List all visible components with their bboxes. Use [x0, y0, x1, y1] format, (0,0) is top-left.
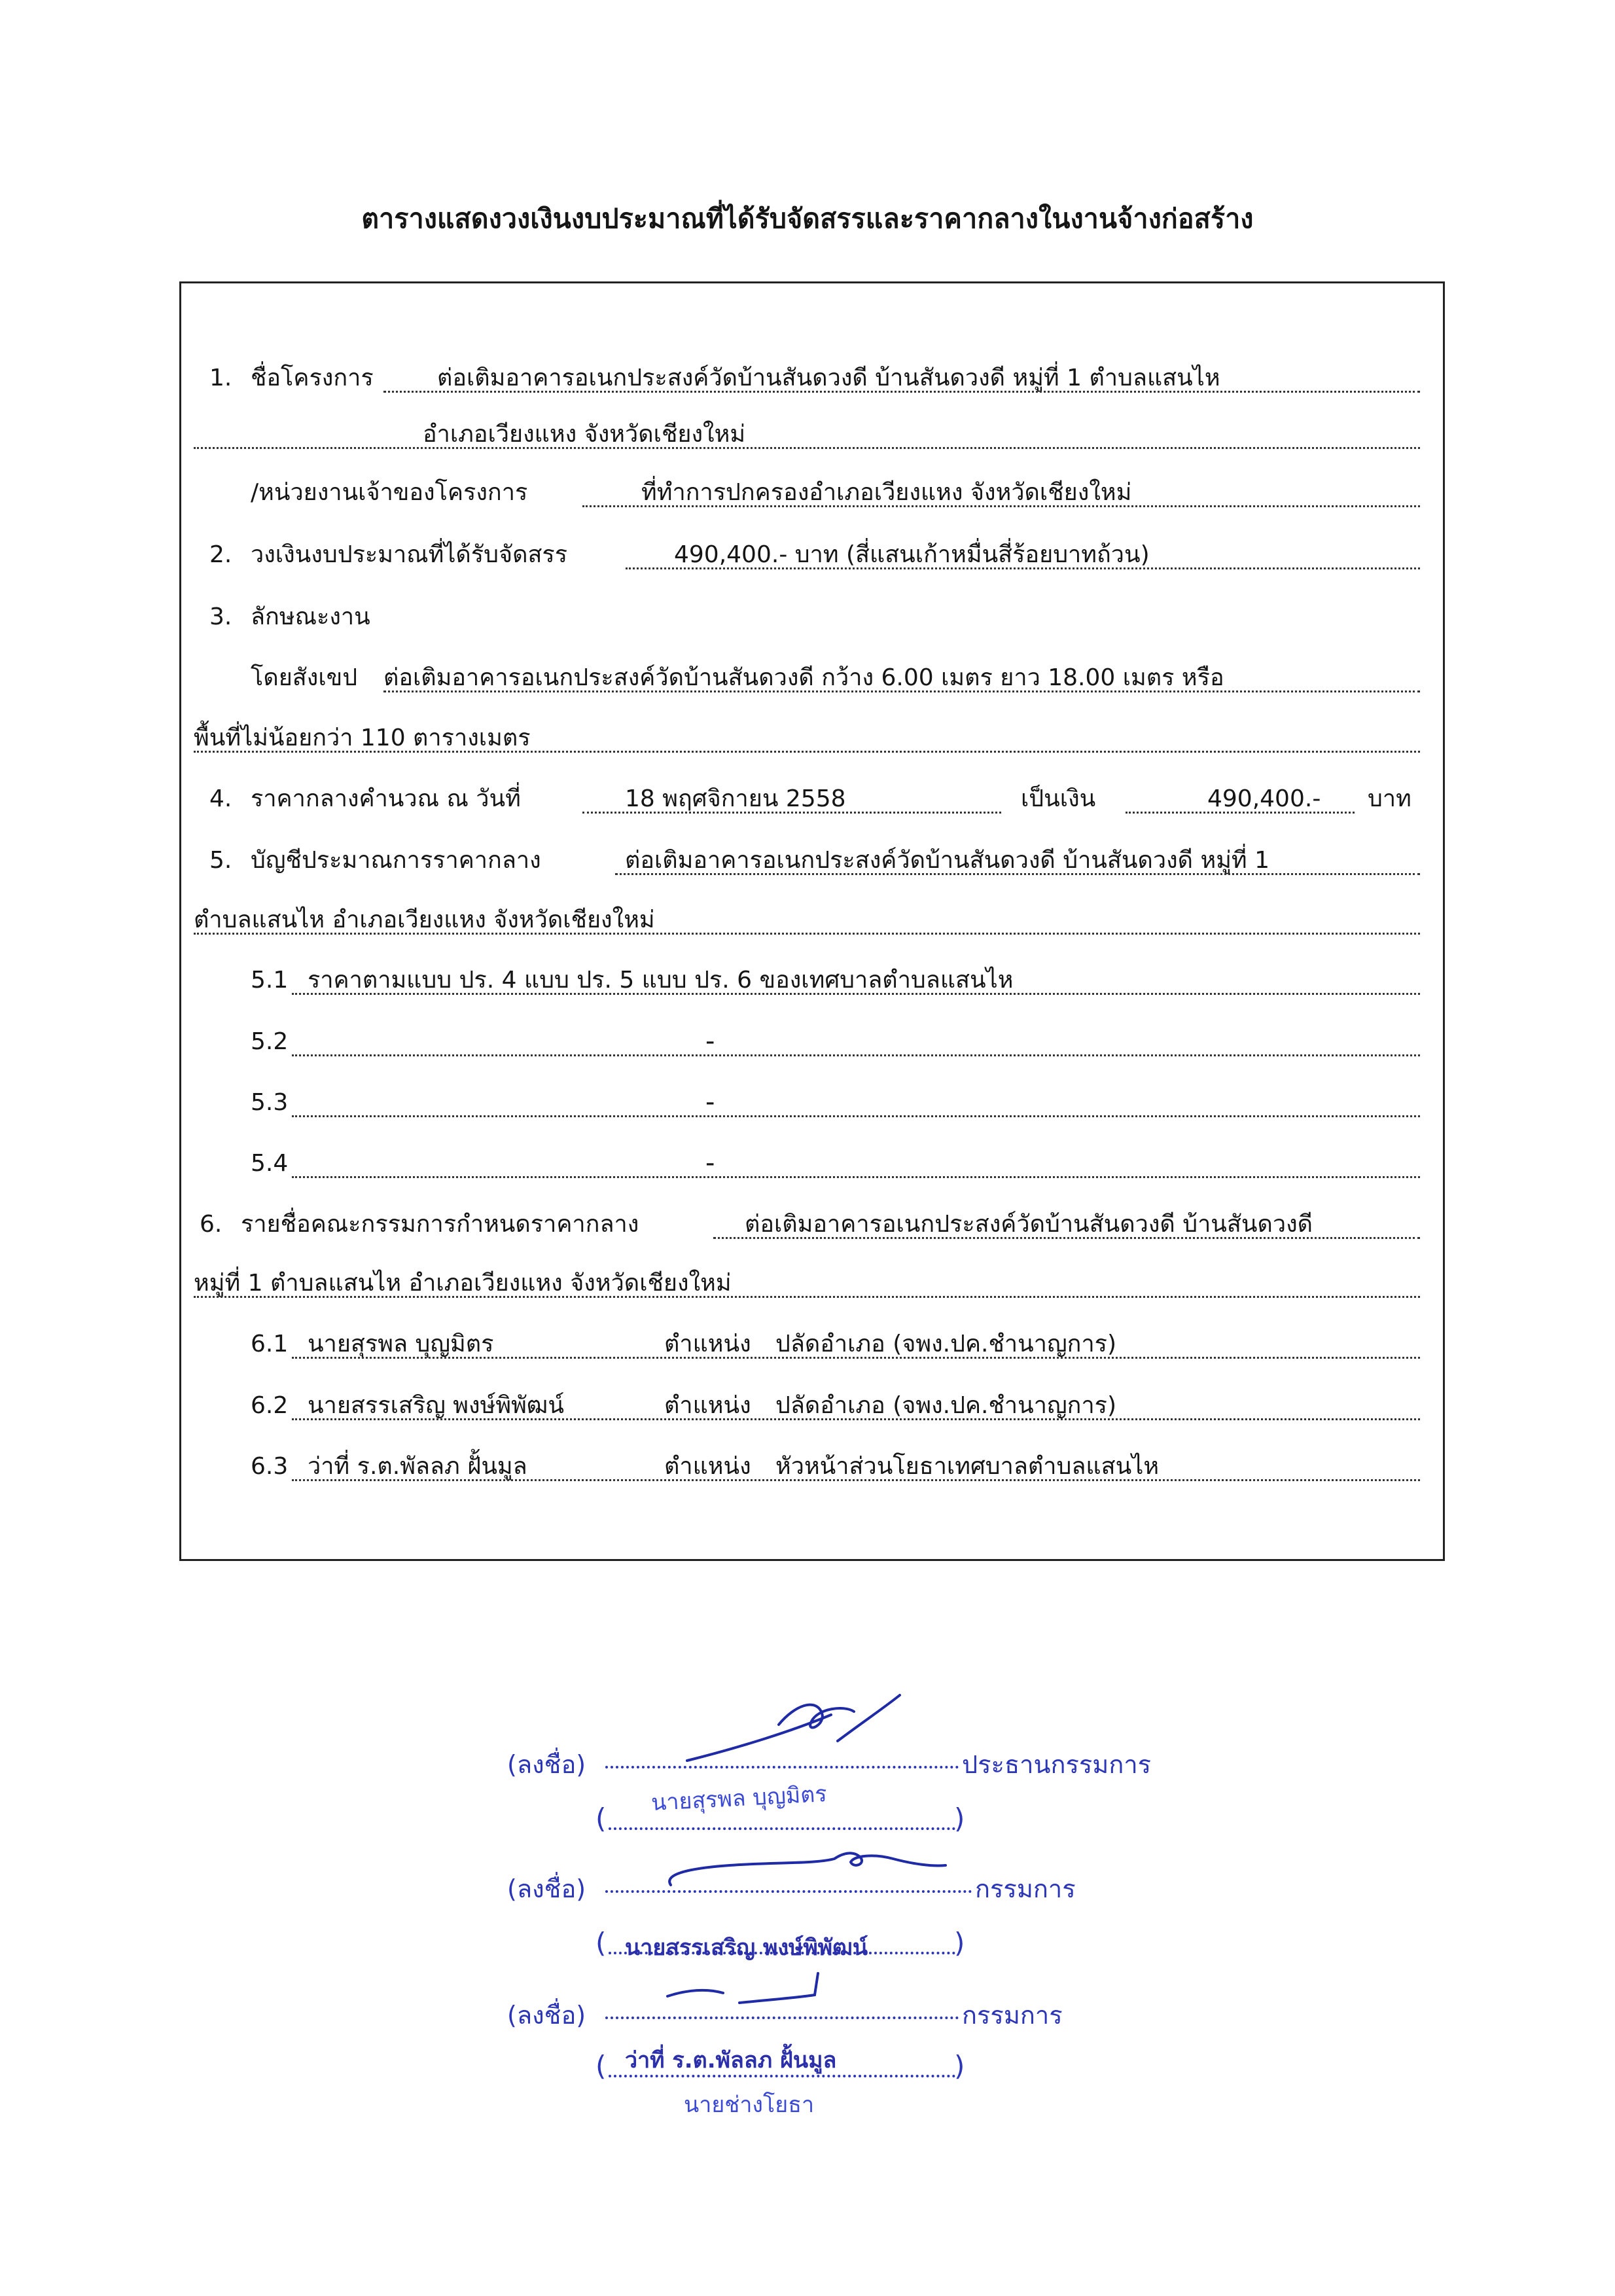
signature-2-handwriting: [658, 1839, 952, 1898]
item4-amount: 490,400.-: [1207, 785, 1321, 812]
item2-dotted-line: [626, 567, 1420, 569]
item1-value-line1: ต่อเติมอาคารอเนกประสงค์วัดบ้านสันดวงดี บ้านสันดวงดี หมู่ที่ 1 ตำบลแสนไห: [437, 365, 1220, 391]
signature-2-role: กรรมการ: [975, 1874, 1076, 1903]
signature-3-dotted-line: [605, 2017, 959, 2019]
item4-unit: บาท: [1368, 785, 1411, 812]
item3-dotted-line1: [383, 691, 1420, 692]
item1-label: ชื่อโครงการ: [251, 365, 374, 391]
item1-value-line2: อำเภอเวียงแหง จังหวัดเชียงใหม่: [423, 421, 746, 448]
signature-3-label: (ลงชื่อ): [507, 2001, 586, 2030]
item2-label: วงเงินงบประมาณที่ได้รับจัดสรร: [251, 541, 568, 568]
item6-2-dotted-line: [292, 1418, 1420, 1420]
item1-owner-label: /หน่วยงานเจ้าของโครงการ: [251, 479, 528, 506]
item5-3-value: -: [705, 1087, 715, 1117]
item6-label: รายชื่อคณะกรรมการกำหนดราคากลาง: [241, 1211, 639, 1238]
signature-3-open-paren: (: [595, 2050, 607, 2082]
item5-2-number: 5.2: [251, 1028, 289, 1055]
item5-4-dotted-line: [292, 1176, 1420, 1178]
item1-owner-value: ที่ทำการปกครองอำเภอเวียงแหง จังหวัดเชียงใหม่: [641, 479, 1132, 506]
signature-3-printed-name: ว่าที่ ร.ต.พัลลภ ฝั้นมูล: [625, 2047, 837, 2073]
item3-summary-line1: ต่อเติมอาคารอเนกประสงค์วัดบ้านสันดวงดี กว้าง 6.00 เมตร ยาว 18.00 เมตร หรือ: [383, 664, 1224, 691]
item5-value-line1: ต่อเติมอาคารอเนกประสงค์วัดบ้านสันดวงดี บ้านสันดวงดี หมู่ที่ 1: [625, 847, 1270, 874]
item4-date-dotted-line: [582, 812, 1001, 814]
item5-number: 5.: [209, 847, 232, 874]
signature-2-label: (ลงชื่อ): [507, 1874, 586, 1903]
item5-dotted-line1: [615, 873, 1420, 875]
item2-value: 490,400.- บาท (สี่แสนเก้าหมื่นสี่ร้อยบาทถ้วน): [674, 541, 1150, 568]
item6-3-dotted-line: [292, 1479, 1420, 1481]
item6-dotted-line2: [194, 1296, 1420, 1298]
item4-date: 18 พฤศจิกายน 2558: [625, 785, 846, 812]
item6-3-name: ว่าที่ ร.ต.พัลลภ ฝั้นมูล: [308, 1453, 527, 1480]
item5-label: บัญชีประมาณการราคากลาง: [251, 847, 541, 874]
item5-2-value: -: [705, 1026, 715, 1056]
item6-2-position: ปลัดอำเภอ (จพง.ปค.ชำนาญการ): [775, 1392, 1117, 1419]
item5-dotted-line2: [194, 933, 1420, 935]
item4-label: ราคากลางคำนวณ ณ วันที่: [251, 785, 521, 812]
item5-1-number: 5.1: [251, 967, 289, 994]
item5-3-dotted-line: [292, 1115, 1420, 1117]
item6-1-position: ปลัดอำเภอ (จพง.ปค.ชำนาญการ): [775, 1331, 1117, 1357]
signature-2-open-paren: (: [595, 1927, 607, 1959]
item3-number: 3.: [209, 603, 232, 630]
item4-amount-label: เป็นเงิน: [1021, 785, 1096, 812]
signature-2-close-paren: ): [954, 1927, 965, 1959]
signature-1-role: ประธานกรรมการ: [962, 1750, 1152, 1779]
item6-2-number: 6.2: [251, 1392, 289, 1419]
item6-value-line1: ต่อเติมอาคารอเนกประสงค์วัดบ้านสันดวงดี บ้านสันดวงดี: [745, 1211, 1313, 1238]
item6-3-position: หัวหน้าส่วนโยธาเทศบาลตำบลแสนไห: [775, 1453, 1160, 1480]
item6-1-position-label: ตำแหน่ง: [664, 1331, 751, 1357]
signature-3-handwriting: [661, 1970, 831, 2016]
item5-4-value: -: [705, 1148, 715, 1178]
signature-1-open-paren: (: [595, 1803, 607, 1835]
item3-label: ลักษณะงาน: [251, 603, 370, 630]
item3-summary-label: โดยสังเขป: [251, 664, 358, 691]
item2-number: 2.: [209, 541, 232, 568]
item1-owner-dotted-line: [582, 505, 1420, 507]
signature-2-printed-name: นายสรรเสริญ พงษ์พิพัฒน์: [625, 1935, 868, 1961]
signature-3-close-paren: ): [954, 2050, 965, 2082]
signature-1-label: (ลงชื่อ): [507, 1750, 586, 1779]
signature-1-printed-name: นายสุรพล บุญมิตร: [650, 1780, 828, 1817]
signature-3-sub-title: นายช่างโยธา: [684, 2092, 815, 2118]
item5-1-dotted-line: [292, 993, 1420, 995]
item1-number: 1.: [209, 365, 232, 391]
document-title: ตารางแสดงวงเงินงบประมาณที่ได้รับจัดสรรและราคากลางในงานจ้างก่อสร้าง: [361, 203, 1254, 234]
item6-2-position-label: ตำแหน่ง: [664, 1392, 751, 1419]
item5-4-number: 5.4: [251, 1150, 289, 1177]
item3-summary-line2: พื้นที่ไม่น้อยกว่า 110 ตารางเมตร: [194, 725, 531, 751]
item6-3-position-label: ตำแหน่ง: [664, 1453, 751, 1480]
item5-1-value: ราคาตามแบบ ปร. 4 แบบ ปร. 5 แบบ ปร. 6 ของเทศบาลตำบลแสนไห: [308, 967, 1014, 994]
item5-value-line2: ตำบลแสนไห อำเภอเวียงแหง จังหวัดเชียงใหม่: [194, 906, 655, 933]
item5-2-dotted-line: [292, 1054, 1420, 1056]
item3-dotted-line2: [194, 751, 1420, 753]
signature-1-close-paren: ): [954, 1803, 965, 1835]
item6-1-dotted-line: [292, 1357, 1420, 1359]
signature-3-role: กรรมการ: [962, 2001, 1063, 2030]
item6-1-number: 6.1: [251, 1331, 289, 1357]
item5-3-number: 5.3: [251, 1089, 289, 1116]
item6-value-line2: หมู่ที่ 1 ตำบลแสนไห อำเภอเวียงแหง จังหวัดเชียงใหม่: [194, 1270, 732, 1297]
signature-1-handwriting: [681, 1685, 903, 1770]
item6-2-name: นายสรรเสริญ พงษ์พิพัฒน์: [308, 1392, 564, 1419]
item4-amount-dotted-line: [1126, 812, 1355, 814]
item4-number: 4.: [209, 785, 232, 812]
item1-dotted-line2: [194, 447, 1420, 449]
signature-1-name-dotted-line: [609, 1827, 955, 1830]
item1-dotted-line1: [383, 391, 1420, 393]
item6-dotted-line1: [713, 1237, 1420, 1239]
item6-1-name: นายสุรพล บุญมิตร: [308, 1331, 494, 1357]
item6-number: 6.: [200, 1211, 222, 1238]
item6-3-number: 6.3: [251, 1453, 289, 1480]
